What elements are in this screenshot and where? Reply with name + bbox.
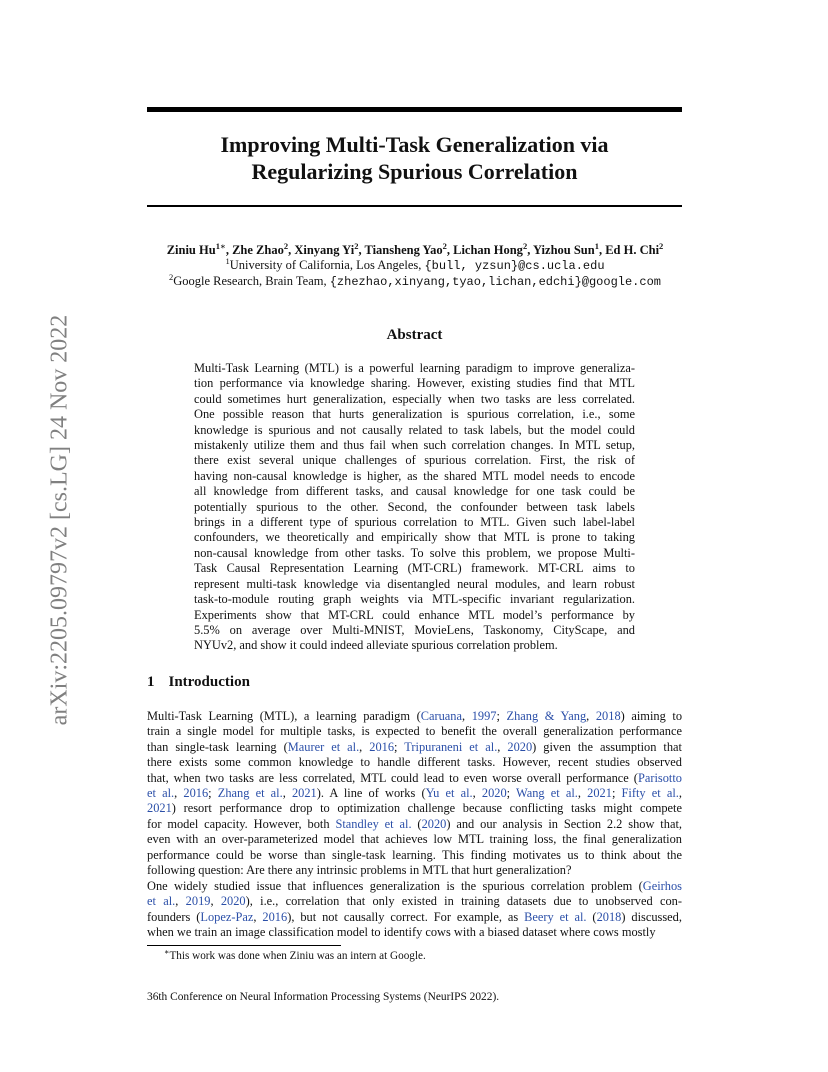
- affiliation-2-email[interactable]: {zhezhao,xinyang,tyao,lichan,edchi}@google.com: [329, 275, 661, 289]
- citation-link[interactable]: 2021: [587, 786, 612, 801]
- paragraph-text: ;: [208, 786, 218, 801]
- paragraph-text: (: [586, 909, 597, 924]
- paragraph-line: [147, 910, 682, 925]
- paper-title: [147, 131, 682, 185]
- affiliation-1-text: University of California, Los Angeles,: [229, 258, 425, 272]
- paragraph-line: [147, 771, 682, 786]
- paragraph-text: ,: [282, 786, 292, 801]
- paragraph-line: [147, 755, 682, 770]
- paragraph-text: ) given the assumption that: [532, 739, 682, 754]
- paragraph-text: ) resort performance drop to optimization challenge because conflicting tasks might compete: [171, 801, 682, 816]
- author-name: Zhe Zhao: [232, 243, 284, 257]
- section-heading-introduction: [147, 674, 250, 691]
- citation-link[interactable]: Standley et al.: [335, 816, 412, 831]
- paragraph-line: [147, 786, 682, 801]
- paragraph-text: ,: [253, 909, 263, 924]
- paragraph-line: [147, 801, 682, 816]
- author-affiliation-mark: 2: [442, 240, 447, 251]
- citation-link[interactable]: 2018: [595, 709, 621, 723]
- author-names: [110, 240, 720, 258]
- author-affiliation-mark: 2: [283, 240, 289, 251]
- paragraph-line: [147, 709, 682, 724]
- abstract-line: represent multi-task knowledge via disentangled neural modules, and learn robust: [194, 576, 635, 591]
- paragraph-text: when we train an image classification model to identify cows with a biased dataset where cows mostly: [147, 925, 656, 940]
- citation-link[interactable]: Tripuraneni et al.: [404, 739, 498, 754]
- title-top-rule: [147, 107, 682, 112]
- author-name: Yizhou Sun: [532, 243, 595, 257]
- citation-link[interactable]: Caruana: [420, 709, 462, 723]
- paragraph-text: ,: [210, 894, 221, 909]
- abstract-line: task-to-module routing graph weights via MTL-specific invariant regularization.: [194, 592, 635, 607]
- citation-link[interactable]: 1997: [471, 709, 497, 723]
- abstract-line: there exist several unique challenges of spurious correlation. First, the risk of: [194, 453, 635, 468]
- citation-link[interactable]: 2016: [183, 786, 209, 801]
- footnote-rule: [147, 945, 341, 946]
- paragraph-text: ,: [174, 786, 184, 801]
- citation-link[interactable]: et al.: [147, 894, 176, 909]
- paragraph-text: ,: [175, 894, 186, 909]
- arxiv-stamp: arXiv:2205.09797v2 [cs.LG] 24 Nov 2022: [46, 314, 73, 726]
- paragraph-text: ,: [462, 709, 472, 723]
- paragraph-text: ) aiming to: [620, 709, 683, 723]
- citation-link[interactable]: Zhang & Yang: [506, 709, 587, 723]
- paragraph-text: ;: [506, 786, 517, 801]
- citation-link[interactable]: Zhang et al.: [217, 786, 283, 801]
- intro-paragraph-2: [147, 879, 682, 941]
- citation-link[interactable]: 2019: [185, 894, 211, 909]
- intro-paragraph-1: [147, 709, 682, 878]
- abstract-line: Multi-Task Learning (MTL) is a powerful learning paradigm to improve generaliza-: [194, 361, 635, 375]
- author-name: Tiansheng Yao: [364, 243, 443, 257]
- paragraph-text: (: [411, 816, 422, 831]
- footnote-mark: ∗: [164, 947, 170, 957]
- paragraph-text: ,: [497, 739, 508, 754]
- author-separator: ,: [446, 243, 454, 257]
- paragraph-text: train a single model for multiple tasks, is expected to benefit the overall generalization performance: [147, 724, 682, 739]
- citation-link[interactable]: et al.: [147, 786, 175, 801]
- abstract-body: [194, 361, 635, 654]
- paragraph-text: following question: Are there any intrinsic problems in MTL that hurt generalization?: [147, 863, 572, 878]
- section-title: Introduction: [168, 674, 250, 690]
- citation-link[interactable]: 2018: [596, 909, 622, 924]
- citation-link[interactable]: 2016: [262, 909, 288, 924]
- author-affiliation-mark: 1∗: [215, 240, 226, 251]
- paragraph-text: One widely studied issue that influences generalization is the spurious correlation problem (: [147, 879, 643, 893]
- author-affiliation-mark: 2: [354, 240, 359, 251]
- author-affiliation-mark: 2: [659, 240, 664, 251]
- abstract-line: all knowledge from different tasks, and causal knowledge for one task could be: [194, 484, 635, 499]
- paragraph-text: performance could be worse than single-task learning. This finding motivates us to think about the: [147, 847, 682, 862]
- abstract-line: knowledge is spurious and not causally related to task labels, but the model could: [194, 422, 635, 437]
- paragraph-text: than single-task learning (: [147, 739, 288, 754]
- affiliation-1-email[interactable]: {bull, yzsun}@cs.ucla.edu: [424, 259, 605, 273]
- abstract-line: confounders, we theoretically and empirically show that MTL is prone to taking: [194, 530, 635, 545]
- abstract-line: One possible reason that hurts generalization is spurious correlation, i.e., some: [194, 407, 635, 422]
- affiliation-2-mark: 2: [169, 271, 174, 282]
- venue-note: 36th Conference on Neural Information Processing Systems (NeurIPS 2022).: [147, 991, 500, 1003]
- paragraph-text: founders (: [147, 909, 201, 924]
- citation-link[interactable]: 2020: [220, 894, 246, 909]
- paragraph-text: ,: [577, 786, 588, 801]
- affiliation-1: [110, 255, 720, 274]
- abstract-line: Experiments show that MT-CRL could enhance MTL model’s performance by: [194, 607, 635, 622]
- affiliation-1-mark: 1: [225, 255, 230, 266]
- author-separator: ,: [225, 243, 233, 257]
- citation-link[interactable]: Yu et al.: [425, 786, 473, 801]
- citation-link[interactable]: 2021: [291, 786, 317, 801]
- abstract-line: potentially spurious to the other. Second, the confounder between task labels: [194, 499, 635, 514]
- title-line-2: Regularizing Spurious Correlation: [251, 159, 578, 184]
- citation-link[interactable]: Parisotto: [637, 770, 682, 785]
- citation-link[interactable]: Wang et al.: [516, 786, 578, 801]
- author-name: Lichan Hong: [453, 243, 523, 257]
- paragraph-text: ), i.e., correlation that only existed in training datasets due to unobserved con-: [245, 894, 682, 909]
- paragraph-line: [147, 863, 682, 878]
- paragraph-text: even with an over-parameterized model that achieves low MTL training loss, the final generalization: [147, 832, 682, 847]
- citation-link[interactable]: 2020: [481, 786, 507, 801]
- paragraph-line: [147, 848, 682, 863]
- paragraph-line: [147, 925, 682, 940]
- paragraph-text: ;: [611, 786, 622, 801]
- paragraph-line: [147, 740, 682, 755]
- author-separator: ,: [358, 243, 365, 257]
- paragraph-text: that, when two tasks are less correlated, MTL could lead to even worse overall performance (: [147, 770, 638, 785]
- citation-link[interactable]: 2020: [507, 739, 533, 754]
- author-affiliation-mark: 1: [594, 240, 599, 251]
- title-line-1: Improving Multi-Task Generalization via: [220, 132, 609, 157]
- paragraph-text: ) discussed,: [621, 909, 682, 924]
- paragraph-text: for model capacity. However, both: [147, 816, 336, 831]
- author-name: Ed H. Chi: [605, 243, 660, 257]
- paragraph-text: ;: [394, 739, 405, 754]
- paragraph-line: [147, 879, 682, 894]
- author-block: [110, 240, 720, 290]
- author-separator: ,: [288, 243, 295, 257]
- affiliation-2: [110, 271, 720, 290]
- abstract-line: having non-causal knowledge is higher, as the shared MTL model needs to encode: [194, 468, 635, 483]
- abstract-heading: Abstract: [386, 327, 443, 343]
- paragraph-text: Multi-Task Learning (MTL), a learning paradigm (: [147, 709, 421, 723]
- citation-link[interactable]: Geirhos: [642, 879, 682, 893]
- paragraph-text: ,: [586, 709, 596, 723]
- paragraph-text: ), but not causally correct. For example, as: [287, 909, 525, 924]
- paragraph-text: ;: [496, 709, 507, 723]
- paragraph-text: ) and our analysis in Section 2.2 show that,: [446, 816, 682, 831]
- citation-link[interactable]: Beery et al.: [524, 909, 587, 924]
- abstract-line: could sometimes hurt generalization, especially when two tasks are less correlated.: [194, 391, 635, 406]
- citation-link[interactable]: 2020: [421, 816, 447, 831]
- citation-link[interactable]: 2016: [369, 739, 395, 754]
- paragraph-text: ,: [678, 786, 683, 801]
- abstract-line: non-causal knowledge from other tasks. To solve this problem, we propose Multi-: [194, 545, 635, 560]
- abstract-line: NYUv2, and show it could indeed alleviate spurious correlation problem.: [194, 638, 558, 653]
- abstract-line: tion performance via knowledge sharing. However, existing studies find that MTL: [194, 376, 635, 391]
- author-separator: ,: [527, 243, 533, 257]
- paragraph-line: [147, 894, 682, 909]
- abstract-line: 5.5% on average over Multi-MNIST, MovieLens, Taskonomy, CityScape, and: [194, 622, 635, 637]
- abstract-line: Task Causal Representation Learning (MT-CRL) framework. MT-CRL aims to: [194, 561, 635, 576]
- title-bottom-rule: [147, 205, 682, 207]
- paragraph-line: [147, 832, 682, 847]
- paragraph-line: [147, 817, 682, 832]
- citation-link[interactable]: Fifty et al.: [621, 786, 679, 801]
- footnote: [164, 947, 426, 962]
- paragraph-line: [147, 724, 682, 739]
- citation-link[interactable]: Maurer et al.: [287, 739, 360, 754]
- section-number: 1: [147, 674, 155, 690]
- author-separator: ,: [598, 243, 606, 257]
- paragraph-text: ,: [359, 739, 370, 754]
- author-name: Ziniu Hu: [166, 243, 216, 257]
- paragraph-text: there exists some common knowledge to handle different tasks. However, recent studies observed: [147, 755, 682, 770]
- paragraph-text: ). A line of works (: [316, 786, 426, 801]
- citation-link[interactable]: Lopez-Paz: [200, 909, 254, 924]
- abstract-line: mistakenly utilize them and thus fail when such correlation changes. In MTL setup,: [194, 438, 635, 453]
- citation-link[interactable]: 2021: [147, 801, 172, 816]
- footnote-text: This work was done when Ziniu was an intern at Google.: [169, 950, 426, 962]
- abstract-line: brings in a different type of spurious correlation to MTL. Given such label-label: [194, 515, 635, 530]
- author-name: Xinyang Yi: [294, 243, 355, 257]
- author-affiliation-mark: 2: [522, 240, 528, 251]
- paragraph-text: ,: [472, 786, 482, 801]
- affiliation-2-text: Google Research, Brain Team,: [173, 274, 330, 288]
